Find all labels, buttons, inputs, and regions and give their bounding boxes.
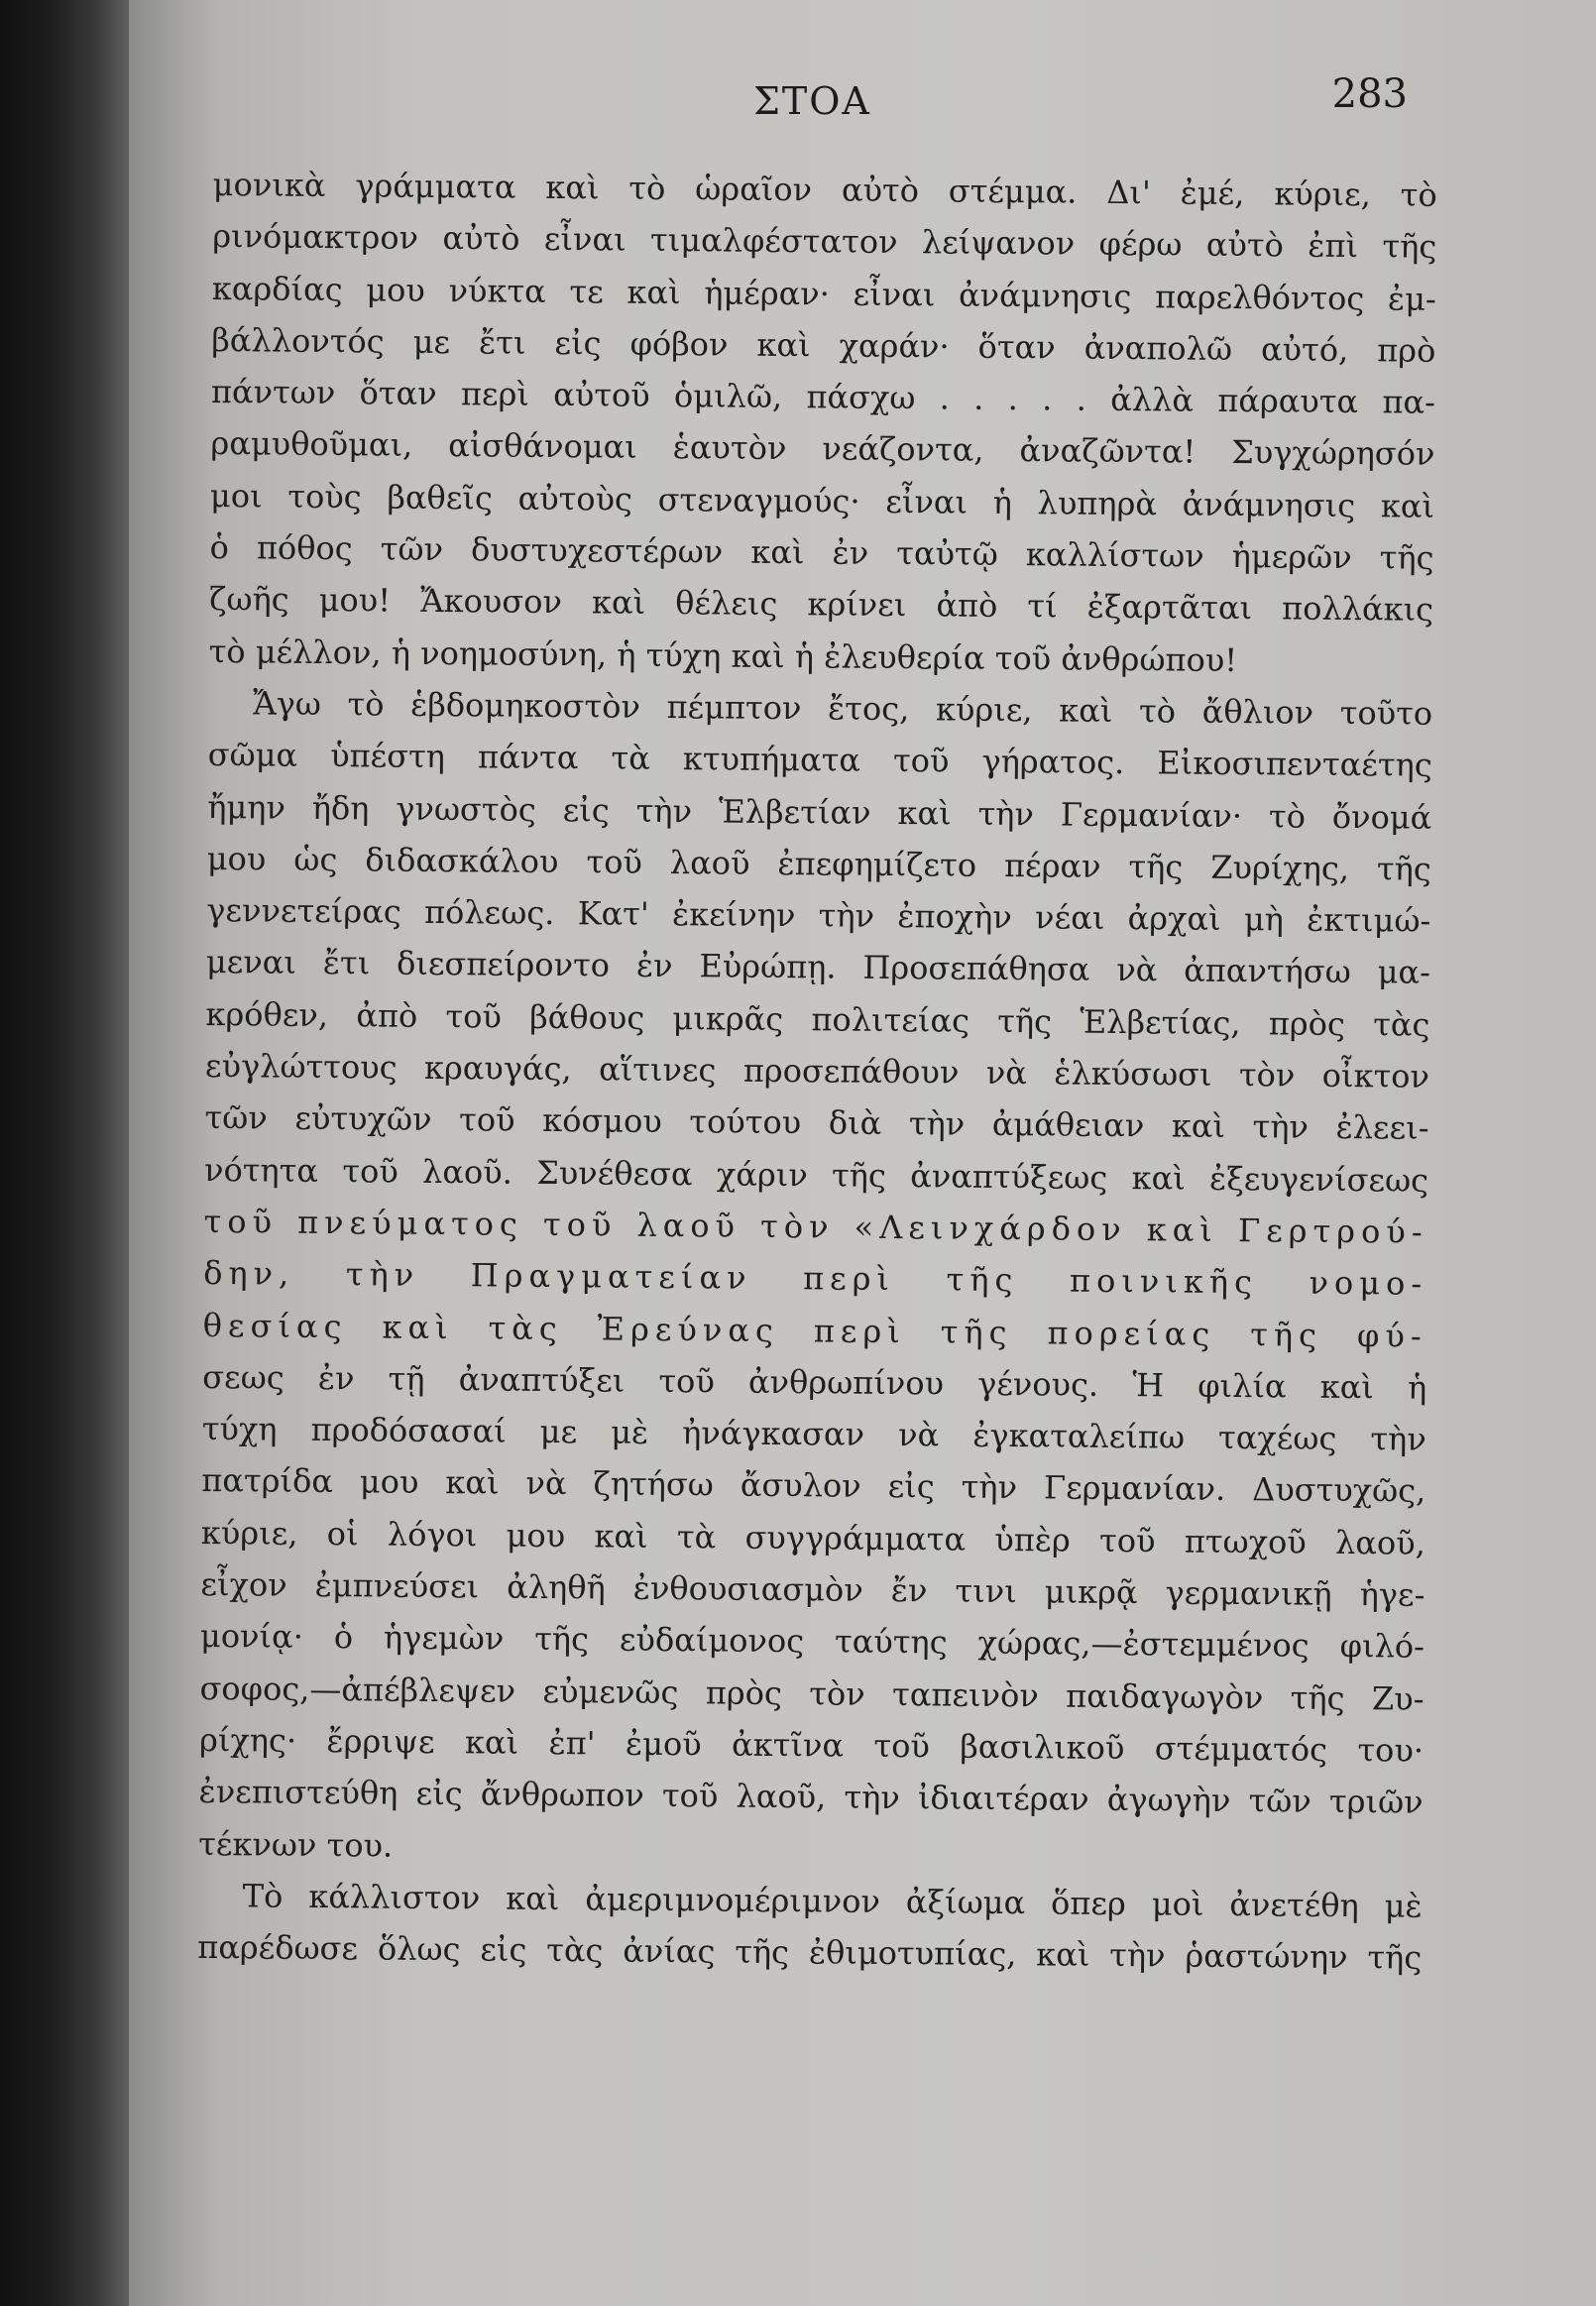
text-line: γεννετείρας πόλεως. Κατ' ἐκείνην τὴν ἐποχὴν νέαι ἀρχαὶ μὴ ἐκτιμώ- (206, 891, 1431, 940)
text-line: τύχη προδόσασαί με μὲ ἠνάγκασαν νὰ ἐγκαταλείπω ταχέως τὴν (201, 1410, 1426, 1458)
text-line: μονικὰ γράμματα καὶ τὸ ὡραῖον αὐτὸ στέμμα. Δι' ἐμέ, κύριε, τὸ (212, 165, 1437, 214)
text-line: πάντων ὅταν περὶ αὐτοῦ ὁμιλῶ, πάσχω . . . . . ἀλλὰ πάραυτα πα- (210, 373, 1436, 421)
text-line: ραμυθοῦμαι, αἰσθάνομαι ἑαυτὸν νεάζοντα, ἀναζῶντα! Συγχώρησόν (210, 424, 1435, 474)
running-title: ΣΤΟΑ (753, 79, 871, 123)
text-line: τῶν εὐτυχῶν τοῦ κόσμου τούτου διὰ τὴν ἀμάθειαν καὶ τὴν ἐλεει- (204, 1098, 1429, 1148)
text-line-spaced-title: τοῦ πνεύματος τοῦ λαοῦ τὸν «Λεινχάρδον καὶ Γερτρού- (203, 1202, 1428, 1251)
text-line: μου ὡς διδασκάλου τοῦ λαοῦ ἐπεφημίζετο πέραν τῆς Ζυρίχης, τῆς (206, 839, 1431, 888)
text-line: ἤμην ἤδη γνωστὸς εἰς τὴν Ἑλβετίαν καὶ τὴν Γερμανίαν· τὸ ὄνομά (207, 787, 1432, 837)
page-number: 283 (1331, 71, 1408, 117)
text-line: νότητα τοῦ λαοῦ. Συνέθεσα χάριν τῆς ἀναπτύξεως καὶ ἐξευγενίσεως (203, 1150, 1429, 1200)
text-line: μονίᾳ· ὁ ἡγεμὼν τῆς εὐδαίμονος ταύτης χώρας,—ἐστεμμένος φιλό- (199, 1617, 1425, 1667)
paragraph-start-line: Ἄγω τὸ ἑβδομηκοστὸν πέμπτον ἔτος, κύριε, καὶ τὸ ἄθλιον τοῦτο (253, 684, 1433, 733)
text-line: σεως ἐν τῇ ἀναπτύξει τοῦ ἀνθρωπίνου γένους. Ἡ φιλία καὶ ἡ (202, 1357, 1427, 1407)
text-line: ζωῆς μου! Ἄκουσον καὶ θέλεις κρίνει ἀπὸ τί ἐξαρτᾶται πολλάκις (208, 580, 1434, 630)
text-line: βάλλοντός με ἔτι εἰς φόβον καὶ χαράν· ὅταν ἀναπολῶ αὐτό, πρὸ (211, 320, 1436, 370)
text-line: ὁ πόθος τῶν δυστυχεστέρων καὶ ἐν ταὐτῷ καλλίστων ἡμερῶν τῆς (209, 528, 1434, 577)
page-header (238, 71, 1427, 131)
paragraph-start-line: Τὸ κάλλιστον καὶ ἀμεριμνομέριμνον ἀξίωμα ὅπερ μοὶ ἀνετέθη μὲ (242, 1877, 1423, 1925)
text-line: παρέδωσε ὅλως εἰς τὰς ἀνίας τῆς ἐθιμοτυπίας, καὶ τὴν ῥαστώνην τῆς (197, 1928, 1423, 1977)
text-line: κύριε, οἱ λόγοι μου καὶ τὰ συγγράμματα ὑπὲρ τοῦ πτωχοῦ λαοῦ, (200, 1513, 1426, 1562)
text-line: σοφος,—ἀπέβλεψεν εὐμενῶς πρὸς τὸν ταπεινὸν παιδαγωγὸν τῆς Ζυ- (199, 1669, 1425, 1718)
text-line: μεναι ἔτι διεσπείροντο ἐν Εὐρώπῃ. Προσεπάθησα νὰ ἀπαντήσω μα- (205, 943, 1431, 992)
text-line: ρινόμακτρον αὐτὸ εἶναι τιμαλφέστατον λείψανον φέρω αὐτὸ ἐπὶ τῆς (212, 217, 1437, 267)
text-line: κρόθεν, ἀπὸ τοῦ βάθους μικρᾶς πολιτείας τῆς Ἑλβετίας, πρὸς τὰς (205, 994, 1430, 1044)
text-line: ρίχης· ἔρριψε καὶ ἐπ' ἐμοῦ ἀκτῖνα τοῦ βασιλικοῦ στέμματός του· (198, 1720, 1425, 1770)
text-line: σῶμα ὑπέστη πάντα τὰ κτυπήματα τοῦ γήρατος. Εἰκοσιπενταέτης (207, 736, 1432, 785)
book-gutter (0, 0, 139, 2306)
text-line: τὸ μέλλον, ἡ νοημοσύνη, ἡ τύχη καὶ ἡ ἐλευθερία τοῦ ἀνθρώπου! (208, 632, 1238, 679)
text-line: τέκνων του. (198, 1824, 394, 1865)
text-line: εὐγλώττους κραυγάς, αἵτινες προσεπάθουν νὰ ἑλκύσωσι τὸν οἶκτον (204, 1047, 1430, 1095)
text-line: ἐνεπιστεύθη εἰς ἄνθρωπον τοῦ λαοῦ, τὴν ἰδιαιτέραν ἀγωγὴν τῶν τριῶν (198, 1773, 1424, 1821)
body-text (197, 159, 1437, 1984)
text-line: πατρίδα μου καὶ νὰ ζητήσω ἄσυλον εἰς τὴν Γερμανίαν. Δυστυχῶς, (201, 1461, 1426, 1511)
text-line: καρδίας μου νύκτα τε καὶ ἡμέραν· εἶναι ἀνάμνησις παρελθόντος ἐμ- (211, 269, 1436, 318)
text-line-spaced-title: θεσίας καὶ τὰς Ἐρεύνας περὶ τῆς πορείας τῆς φύ- (202, 1306, 1427, 1355)
text-line-spaced-title: δην, τὴν Πραγματείαν περὶ τῆς ποινικῆς νομο- (203, 1254, 1428, 1303)
text-line: μοι τοὺς βαθεῖς αὐτοὺς στεναγμούς· εἶναι ἡ λυπηρὰ ἀνάμνησις καὶ (209, 476, 1435, 525)
text-line: εἶχον ἐμπνεύσει ἀληθῆ ἐνθουσιασμὸν ἔν τινι μικρᾷ γερμανικῇ ἡγε- (200, 1564, 1425, 1614)
